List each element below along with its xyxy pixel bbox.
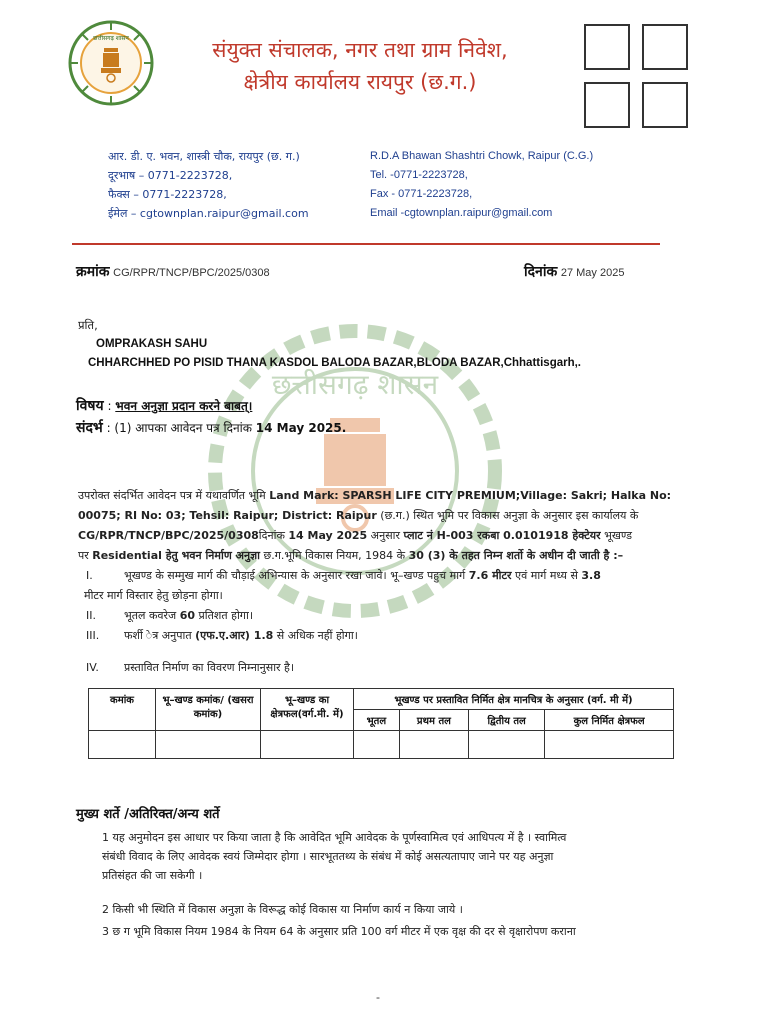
stamp-box	[584, 24, 630, 70]
condition-text: प्रतिसंहत की जा सकेगी ।	[102, 869, 203, 882]
use-type: Residential हेतु भवन निर्माण अनुज्ञा	[92, 549, 261, 562]
point-item	[86, 566, 690, 586]
point-text: एवं मार्ग मध्य से	[511, 569, 582, 582]
page-marker: -	[376, 990, 380, 1004]
condition-text: संबंधी विवाद के लिए आवेदक स्वयं जिम्मेदार होगा । सारभूततथ्य के संबंध में कोई असत्यतापाए जाने पर यह अनुज्ञा	[102, 850, 554, 863]
phone-hindi: दूरभाष – 0771-2223728,	[108, 169, 233, 182]
stamp-box-grid	[584, 24, 688, 128]
subject-label: विषय	[76, 398, 104, 414]
column-header-first-floor: प्रथम तल	[399, 710, 468, 731]
point-item	[84, 586, 690, 606]
column-header-area: भू–खण्ड का क्षेत्रफल(वर्ग.मी. में)	[261, 689, 354, 731]
point-number: I.	[86, 569, 93, 582]
reference-line: संदर्भ : (1) आपका आवेदन पत्र दिनांक 14 May 2025.	[76, 420, 347, 436]
point-value: 60	[179, 609, 195, 622]
point-text: प्रस्तावित निर्माण का विवरण निम्नानुसार है।	[124, 661, 295, 674]
point-text: भूखण्ड के सम्मुख मार्ग की चौड़ाई अभिन्यास के अनुसार रखा जावे। भू–खण्ड पहुच मार्ग	[124, 569, 469, 582]
column-header-serial: कमांक	[89, 689, 156, 731]
stamp-box	[642, 82, 688, 128]
reference-date-value: 27 May 2025	[560, 267, 625, 279]
emblem-label: छत्तीसगढ़ शासन	[93, 35, 129, 42]
point-item	[86, 606, 690, 626]
condition-1	[102, 828, 692, 885]
header-divider	[72, 243, 660, 245]
subject-line: विषय : भवन अनुज्ञा प्रदान करने बाबत्।	[76, 398, 253, 414]
body-text: पर	[78, 549, 93, 562]
condition-text: 1 यह अनुमोदन इस आधार पर किया जाता है कि आवेदित भूमि आवेदक के पूर्णस्वामित्व एवं आधिपत्य में है । स्वामित्व	[102, 831, 567, 844]
column-header-ground-floor: भूतल	[354, 710, 400, 731]
column-header-plot: भू–खण्ड कमांक/ (खसरा कमांक)	[156, 689, 261, 731]
location-text: 00075; RI No: 03; Tehsil: Raipur; District: Raipur	[78, 509, 377, 522]
condition-3: 3 छ ग भूमि विकास नियम 1984 के नियम 64 के अनुसार प्रति 100 वर्ग मीटर में एक वृक्ष की दर से वृक्षारोपण कराना	[102, 925, 576, 938]
reference-label: संदर्भ	[76, 420, 103, 436]
point-number: II.	[86, 609, 96, 622]
recipient-name: OMPRAKASH SAHU	[96, 338, 208, 350]
table-cell	[89, 731, 156, 759]
landmark-text: Land Mark: SPARSH LIFE CITY PREMIUM;Village: Sakri; Halka No:	[269, 489, 672, 502]
table-cell	[261, 731, 354, 759]
reference-number	[76, 262, 270, 281]
point-number: III.	[86, 629, 100, 642]
point-value: 7.6 मीटर	[468, 569, 512, 582]
point-text: भूतल कवरेज	[124, 609, 180, 622]
subject-text: भवन अनुज्ञा प्रदान करने बाबत्।	[115, 399, 253, 413]
stamp-box	[642, 24, 688, 70]
reference-number-label: क्रमांक	[76, 264, 110, 280]
fax-english: Fax - 0771-2223728,	[370, 188, 473, 200]
column-header-total: कुल निर्मित क्षेत्रफल	[545, 710, 674, 731]
reference-text: (1) आपका आवेदन पत्र दिनांक	[114, 421, 252, 435]
reference-date-label: दिनांक	[524, 264, 558, 280]
body-text: छ.ग.भूमि विकास नियम, 1984 के	[260, 549, 409, 562]
points-list	[86, 566, 690, 678]
rule-reference: 30 (3)	[408, 549, 446, 562]
permit-number: CG/RPR/TNCP/BPC/2025/0308	[78, 529, 259, 542]
table-cell	[156, 731, 261, 759]
point-text: से अधिक नहीं होगा।	[273, 629, 358, 642]
address-hindi: आर. डी. ए. भवन, शास्त्री चौक, रायपुर (छ. ग.)	[108, 150, 300, 163]
point-text: फर्शी ेत्र अनुपात	[124, 629, 196, 642]
table-cell	[545, 731, 674, 759]
reference-date	[524, 262, 624, 281]
body-text: (छ.ग.) स्थित भूमि पर विकास अनुज्ञा के अनुसार इस कार्यालय के	[376, 509, 639, 522]
address-english: R.D.A Bhawan Shashtri Chowk, Raipur (C.G.)	[370, 150, 594, 162]
emblem-seal-icon	[68, 20, 154, 106]
phone-english: Tel. -0771-2223728,	[370, 169, 468, 181]
contact-hindi	[108, 147, 309, 223]
reference-date-text: 14 May 2025.	[255, 421, 347, 435]
contact-english	[370, 147, 593, 223]
point-text: मीटर मार्ग विस्तार हेतु छोड़ना होगा।	[84, 589, 223, 602]
table-cell	[399, 731, 468, 759]
point-value: 3.8	[581, 569, 601, 582]
stamp-box	[584, 82, 630, 128]
permit-date: 14 May 2025	[288, 529, 368, 542]
table-cell	[354, 731, 400, 759]
plot-details: प्लाट नं H-003 रकबा 0.0101918 हेक्टेयर	[403, 529, 601, 542]
point-value: (एफ.ए.आर) 1.8	[195, 629, 274, 642]
reference-number-value: CG/RPR/TNCP/BPC/2025/0308	[113, 267, 270, 279]
body-paragraph	[78, 486, 690, 566]
office-title-line2: क्षेत्रीय कार्यालय रायपुर (छ.ग.)	[243, 70, 477, 94]
email-english: Email -cgtownplan.raipur@gmail.com	[370, 207, 553, 219]
column-header-second-floor: द्वितीय तल	[469, 710, 545, 731]
point-item	[86, 626, 690, 646]
point-item	[86, 658, 690, 678]
column-header-proposed: भूखण्ड पर प्रस्तावित निर्मित क्षेत्र मानचित्र के अनुसार (वर्ग. मी में)	[354, 689, 674, 710]
body-text: उपरोक्त संदर्भित आवेदन पत्र में यथावर्णित भूमि	[78, 489, 270, 502]
fax-hindi: फैक्स – 0771-2223728,	[108, 188, 227, 201]
body-text: दिनांक	[258, 529, 289, 542]
conditions-heading: मुख्य शर्ते /अतिरिक्त/अन्य शर्ते	[76, 807, 220, 822]
construction-details-table	[88, 688, 674, 759]
point-number: IV.	[86, 661, 99, 674]
recipient-address: CHHARCHHED PO PISID THANA KASDOL BALODA BAZAR,BLODA BAZAR,Chhattisgarh,.	[88, 357, 582, 369]
office-title-line1: संयुक्त संचालक, नगर तथा ग्राम निवेश,	[212, 38, 508, 62]
salutation: प्रति,	[78, 318, 98, 332]
watermark-text: छत्तीसगढ़ शासन	[271, 368, 439, 401]
table-row	[89, 731, 674, 759]
body-text: के तहत निम्न शर्तो के अधीन दी जाती है :–	[445, 549, 624, 562]
point-text: प्रतिशत होगा।	[195, 609, 254, 622]
condition-2: 2 किसी भी स्थिति में विकास अनुज्ञा के विरूद्ध कोई विकास या निर्माण कार्य न किया जाये ।	[102, 903, 463, 916]
body-text: भूखण्ड	[600, 529, 632, 542]
body-text: अनुसार	[367, 529, 404, 542]
table-cell	[469, 731, 545, 759]
email-hindi: ईमेल – cgtownplan.raipur@gmail.com	[108, 207, 309, 220]
